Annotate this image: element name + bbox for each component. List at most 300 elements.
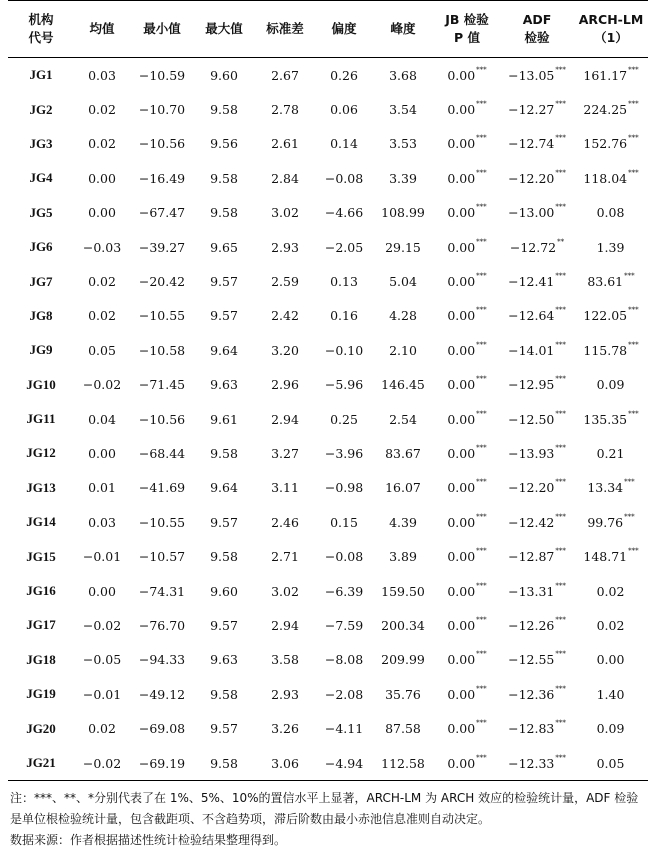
cell-min: −10.56 [138, 136, 186, 152]
cell-institution-code: JG9 [29, 342, 53, 358]
cell-skewness: −2.08 [324, 686, 364, 702]
significance-marker: *** [555, 753, 566, 762]
cell-arch-lm: 1.39 [596, 239, 625, 255]
cell-max: 9.58 [210, 549, 238, 565]
table-row [8, 539, 648, 573]
cell-arch-lm: 0.05 [596, 755, 625, 771]
significance-marker: *** [476, 478, 487, 487]
significance-marker: *** [555, 272, 566, 281]
cell-arch-lm: 0.21 [596, 445, 625, 461]
cell-institution-code: JG10 [26, 376, 56, 392]
cell-mean: 0.02 [88, 102, 116, 118]
cell-adf: −12.55*** [508, 650, 566, 668]
cell-adf: −12.74*** [508, 134, 566, 152]
cell-arch-lm: 122.05*** [583, 306, 639, 324]
header-adf-test: ADF 检验 [522, 12, 552, 45]
table-row [8, 746, 648, 781]
cell-skewness: 0.13 [330, 274, 358, 290]
cell-adf: −12.33*** [508, 753, 566, 771]
cell-jb-pvalue: 0.00*** [447, 753, 487, 771]
cell-kurtosis: 5.04 [389, 274, 417, 290]
cell-skewness: −0.98 [324, 480, 364, 496]
cell-jb-pvalue: 0.00*** [447, 615, 487, 633]
table-row [8, 92, 648, 126]
cell-std-dev: 3.11 [271, 480, 299, 496]
cell-max: 9.63 [210, 652, 238, 668]
cell-skewness: 0.15 [330, 514, 358, 530]
cell-min: −71.45 [138, 377, 186, 393]
significance-marker: *** [628, 547, 639, 556]
cell-mean: 0.04 [88, 411, 116, 427]
cell-mean: −0.01 [82, 686, 122, 702]
cell-std-dev: 2.61 [271, 136, 299, 152]
header-min: 最小值 [143, 21, 181, 36]
cell-jb-pvalue: 0.00*** [447, 512, 487, 530]
cell-std-dev: 3.06 [271, 755, 299, 771]
statistics-table-section [8, 0, 648, 851]
cell-kurtosis: 2.10 [389, 342, 417, 358]
cell-institution-code: JG20 [26, 720, 56, 736]
cell-max: 9.63 [210, 377, 238, 393]
significance-marker: *** [476, 684, 487, 693]
table-row [8, 471, 648, 505]
cell-max: 9.58 [210, 205, 238, 221]
cell-mean: 0.03 [88, 514, 116, 530]
significance-marker: *** [628, 306, 639, 315]
cell-skewness: −4.66 [324, 205, 364, 221]
cell-arch-lm: 0.09 [596, 377, 625, 393]
cell-adf: −13.31*** [508, 581, 566, 599]
cell-min: −10.57 [138, 549, 186, 565]
cell-jb-pvalue: 0.00*** [447, 443, 487, 461]
header-std-dev: 标准差 [266, 21, 304, 36]
cell-skewness: −3.96 [324, 445, 364, 461]
cell-adf: −13.05*** [508, 65, 566, 83]
cell-institution-code: JG3 [29, 135, 53, 151]
significance-marker: *** [628, 409, 639, 418]
table-row [8, 436, 648, 470]
significance-marker: *** [628, 65, 639, 74]
cell-min: −69.19 [138, 755, 186, 771]
header-arch-lm: ARCH-LM （1） [578, 12, 644, 45]
cell-institution-code: JG5 [29, 204, 53, 220]
table-row [8, 677, 648, 711]
cell-kurtosis: 3.68 [389, 67, 417, 83]
cell-max: 9.57 [210, 514, 238, 530]
cell-jb-pvalue: 0.00*** [447, 719, 487, 737]
significance-marker: *** [476, 237, 487, 246]
significance-marker: *** [555, 615, 566, 624]
descriptive-statistics-table [8, 0, 648, 781]
cell-min: −16.49 [138, 170, 186, 186]
cell-kurtosis: 209.99 [381, 652, 425, 668]
cell-adf: −12.36*** [508, 684, 566, 702]
table-body [8, 58, 648, 781]
cell-adf: −12.83*** [508, 719, 566, 737]
cell-arch-lm: 152.76*** [583, 134, 639, 152]
cell-skewness: −0.08 [324, 170, 364, 186]
cell-max: 9.58 [210, 445, 238, 461]
significance-marker: *** [476, 100, 487, 109]
cell-adf: −13.93*** [508, 443, 566, 461]
cell-skewness: −7.59 [324, 617, 364, 633]
cell-adf: −12.42*** [508, 512, 566, 530]
cell-arch-lm: 224.25*** [583, 100, 639, 118]
cell-jb-pvalue: 0.00*** [447, 409, 487, 427]
significance-marker: *** [555, 684, 566, 693]
cell-max: 9.58 [210, 686, 238, 702]
cell-max: 9.64 [210, 342, 238, 358]
cell-mean: 0.01 [88, 480, 116, 496]
cell-adf: −12.50*** [508, 409, 566, 427]
cell-std-dev: 2.59 [271, 274, 299, 290]
cell-arch-lm: 161.17*** [583, 65, 639, 83]
significance-marker: *** [555, 581, 566, 590]
cell-mean: 0.00 [88, 205, 116, 221]
significance-marker: *** [476, 340, 487, 349]
significance-marker: *** [476, 719, 487, 728]
cell-institution-code: JG12 [26, 445, 56, 461]
cell-mean: 0.00 [88, 445, 116, 461]
cell-kurtosis: 3.54 [389, 102, 417, 118]
significance-marker: *** [555, 409, 566, 418]
cell-institution-code: JG16 [26, 583, 56, 599]
cell-jb-pvalue: 0.00*** [447, 375, 487, 393]
cell-min: −10.59 [138, 67, 186, 83]
table-row [8, 402, 648, 436]
significance-marker: *** [555, 512, 566, 521]
cell-std-dev: 3.02 [271, 583, 299, 599]
cell-max: 9.56 [210, 136, 238, 152]
cell-kurtosis: 4.39 [389, 514, 417, 530]
cell-arch-lm: 148.71*** [583, 547, 639, 565]
cell-kurtosis: 29.15 [385, 239, 421, 255]
cell-min: −94.33 [138, 652, 186, 668]
table-row [8, 574, 648, 608]
significance-marker: *** [476, 650, 487, 659]
cell-kurtosis: 146.45 [381, 377, 425, 393]
significance-marker: *** [555, 340, 566, 349]
cell-adf: −12.20*** [508, 478, 566, 496]
significance-marker: *** [624, 512, 635, 521]
cell-mean: 0.05 [88, 342, 116, 358]
cell-min: −68.44 [138, 445, 186, 461]
table-row [8, 196, 648, 230]
cell-std-dev: 2.94 [271, 411, 299, 427]
cell-kurtosis: 108.99 [381, 205, 425, 221]
significance-marker: *** [555, 65, 566, 74]
significance-marker: *** [555, 375, 566, 384]
cell-max: 9.61 [210, 411, 238, 427]
cell-std-dev: 3.27 [271, 445, 299, 461]
cell-mean: −0.02 [82, 617, 122, 633]
cell-skewness: −8.08 [324, 652, 364, 668]
cell-adf: −12.27*** [508, 100, 566, 118]
header-skewness: 偏度 [331, 21, 357, 36]
cell-skewness: 0.14 [330, 136, 358, 152]
significance-marker: *** [476, 512, 487, 521]
cell-adf: −12.41*** [508, 272, 566, 290]
cell-institution-code: JG21 [26, 755, 56, 770]
cell-arch-lm: 118.04*** [583, 168, 639, 186]
cell-kurtosis: 159.50 [381, 583, 425, 599]
cell-max: 9.57 [210, 617, 238, 633]
cell-jb-pvalue: 0.00*** [447, 100, 487, 118]
table-row [8, 161, 648, 195]
cell-kurtosis: 112.58 [381, 755, 425, 771]
significance-marker: *** [476, 753, 487, 762]
cell-mean: 0.02 [88, 308, 116, 324]
cell-institution-code: JG18 [26, 651, 56, 667]
significance-marker: *** [476, 65, 487, 74]
significance-marker: *** [555, 443, 566, 452]
cell-std-dev: 2.93 [271, 686, 299, 702]
cell-adf: −14.01*** [508, 340, 566, 358]
cell-jb-pvalue: 0.00*** [447, 547, 487, 565]
header-kurtosis: 峰度 [390, 21, 416, 36]
cell-adf: −12.64*** [508, 306, 566, 324]
significance-marker: *** [476, 547, 487, 556]
cell-skewness: −4.94 [324, 755, 364, 771]
cell-std-dev: 3.02 [271, 205, 299, 221]
table-header-row [8, 1, 648, 58]
table-row [8, 643, 648, 677]
cell-kurtosis: 3.39 [389, 170, 417, 186]
cell-min: −20.42 [138, 274, 186, 290]
cell-institution-code: JG15 [26, 548, 56, 564]
cell-jb-pvalue: 0.00*** [447, 684, 487, 702]
cell-min: −10.70 [138, 102, 186, 118]
cell-arch-lm: 0.08 [596, 205, 625, 221]
significance-marker: *** [476, 306, 487, 315]
cell-max: 9.57 [210, 721, 238, 737]
cell-std-dev: 2.67 [271, 67, 299, 83]
cell-min: −69.08 [138, 721, 186, 737]
cell-arch-lm: 115.78*** [583, 340, 639, 358]
significance-marker: *** [628, 340, 639, 349]
cell-min: −10.58 [138, 342, 186, 358]
cell-max: 9.60 [210, 583, 238, 599]
cell-arch-lm: 0.02 [596, 583, 625, 599]
significance-marker: *** [476, 168, 487, 177]
cell-mean: −0.02 [82, 377, 122, 393]
cell-institution-code: JG11 [26, 411, 56, 427]
cell-min: −10.55 [138, 308, 186, 324]
cell-institution-code: JG19 [26, 686, 56, 702]
cell-skewness: −6.39 [324, 583, 364, 599]
cell-arch-lm: 99.76*** [587, 512, 635, 530]
header-mean: 均值 [89, 21, 115, 36]
cell-arch-lm: 13.34*** [587, 478, 635, 496]
cell-max: 9.58 [210, 755, 238, 771]
cell-adf: −12.26*** [508, 615, 566, 633]
cell-std-dev: 3.26 [271, 721, 299, 737]
significance-marker: *** [628, 168, 639, 177]
table-row [8, 368, 648, 402]
cell-std-dev: 2.71 [271, 549, 299, 565]
significance-marker: *** [624, 478, 635, 487]
cell-min: −10.55 [138, 514, 186, 530]
cell-min: −76.70 [138, 617, 186, 633]
significance-marker: *** [555, 134, 566, 143]
cell-mean: 0.00 [88, 170, 116, 186]
cell-institution-code: JG7 [29, 273, 53, 289]
cell-mean: 0.02 [88, 136, 116, 152]
significance-marker: *** [476, 409, 487, 418]
table-row [8, 711, 648, 745]
significance-marker: *** [624, 272, 635, 281]
cell-min: −67.47 [138, 205, 186, 221]
cell-min: −41.69 [138, 480, 186, 496]
table-row [8, 58, 648, 93]
significance-marker: *** [555, 547, 566, 556]
cell-min: −74.31 [138, 583, 186, 599]
significance-marker: ** [557, 237, 565, 246]
cell-jb-pvalue: 0.00*** [447, 272, 487, 290]
cell-std-dev: 2.96 [271, 377, 299, 393]
cell-skewness: −0.10 [324, 342, 364, 358]
cell-kurtosis: 35.76 [385, 686, 421, 702]
cell-mean: 0.03 [88, 67, 116, 83]
cell-institution-code: JG2 [29, 101, 53, 117]
cell-min: −49.12 [138, 686, 186, 702]
cell-jb-pvalue: 0.00*** [447, 203, 487, 221]
table-notes [8, 788, 648, 851]
cell-mean: 0.02 [88, 721, 116, 737]
cell-skewness: 0.16 [330, 308, 358, 324]
cell-max: 9.60 [210, 67, 238, 83]
header-max: 最大值 [205, 21, 243, 36]
cell-adf: −13.00*** [508, 203, 566, 221]
cell-kurtosis: 200.34 [381, 617, 425, 633]
cell-skewness: 0.25 [330, 411, 358, 427]
significance-marker: *** [476, 615, 487, 624]
significance-marker: *** [476, 134, 487, 143]
cell-arch-lm: 135.35*** [583, 409, 639, 427]
significance-marker: *** [476, 581, 487, 590]
table-row [8, 299, 648, 333]
table-row [8, 505, 648, 539]
cell-std-dev: 2.94 [271, 617, 299, 633]
cell-institution-code: JG17 [26, 617, 56, 633]
cell-jb-pvalue: 0.00*** [447, 581, 487, 599]
cell-std-dev: 2.42 [271, 308, 299, 324]
cell-mean: 0.00 [88, 583, 116, 599]
cell-mean: −0.02 [82, 755, 122, 771]
cell-skewness: −2.05 [324, 239, 364, 255]
cell-max: 9.57 [210, 308, 238, 324]
cell-mean: −0.05 [82, 652, 122, 668]
cell-jb-pvalue: 0.00*** [447, 134, 487, 152]
cell-mean: −0.03 [82, 239, 122, 255]
cell-jb-pvalue: 0.00*** [447, 340, 487, 358]
table-row [8, 230, 648, 264]
cell-max: 9.57 [210, 274, 238, 290]
table-row [8, 127, 648, 161]
cell-adf: −12.95*** [508, 375, 566, 393]
significance-marker: *** [555, 203, 566, 212]
significance-marker: *** [476, 203, 487, 212]
cell-jb-pvalue: 0.00*** [447, 306, 487, 324]
cell-jb-pvalue: 0.00*** [447, 237, 487, 255]
cell-std-dev: 2.93 [271, 239, 299, 255]
cell-skewness: −0.08 [324, 549, 364, 565]
cell-max: 9.65 [210, 239, 238, 255]
cell-mean: −0.01 [82, 549, 122, 565]
cell-arch-lm: 0.02 [596, 617, 625, 633]
cell-arch-lm: 1.40 [596, 686, 625, 702]
significance-marker: *** [628, 100, 639, 109]
cell-max: 9.58 [210, 102, 238, 118]
significance-marker: *** [555, 650, 566, 659]
significance-marker: *** [555, 168, 566, 177]
significance-marker: *** [555, 306, 566, 315]
significance-marker: *** [476, 375, 487, 384]
cell-min: −39.27 [138, 239, 186, 255]
significance-note: 注：***、**、*分别代表了在 1%、5%、10%的置信水平上显著，ARCH-LM 为 ARCH 效应的检验统计量，ADF 检验是单位根检验统计量，包含截距项、不含趋势项，滞后阶数由最小赤池信息准则自动决定。 [10, 791, 639, 827]
significance-marker: *** [555, 478, 566, 487]
cell-adf: −12.72** [509, 237, 565, 255]
data-source-note: 数据来源：作者根据描述性统计检验结果整理得到。 [10, 833, 287, 848]
cell-skewness: 0.06 [330, 102, 358, 118]
cell-jb-pvalue: 0.00*** [447, 650, 487, 668]
table-row [8, 264, 648, 298]
cell-std-dev: 2.78 [271, 102, 299, 118]
cell-jb-pvalue: 0.00*** [447, 168, 487, 186]
cell-kurtosis: 4.28 [389, 308, 417, 324]
cell-skewness: 0.26 [330, 67, 358, 83]
cell-adf: −12.87*** [508, 547, 566, 565]
cell-institution-code: JG1 [29, 67, 53, 83]
cell-institution-code: JG8 [29, 307, 53, 323]
cell-std-dev: 2.46 [271, 514, 299, 530]
significance-marker: *** [628, 134, 639, 143]
cell-kurtosis: 3.53 [389, 136, 417, 152]
header-institution-code: 机构 代号 [28, 12, 54, 45]
cell-jb-pvalue: 0.00*** [447, 478, 487, 496]
cell-skewness: −4.11 [324, 721, 364, 737]
cell-arch-lm: 83.61*** [587, 272, 635, 290]
cell-mean: 0.02 [88, 274, 116, 290]
cell-kurtosis: 2.54 [389, 411, 417, 427]
header-jb-pvalue: JB 检验 P 值 [445, 12, 489, 45]
cell-max: 9.64 [210, 480, 238, 496]
cell-arch-lm: 0.09 [596, 721, 625, 737]
cell-institution-code: JG6 [29, 239, 53, 255]
table-row [8, 608, 648, 642]
significance-marker: *** [555, 100, 566, 109]
cell-max: 9.58 [210, 170, 238, 186]
table-row [8, 333, 648, 367]
significance-marker: *** [476, 443, 487, 452]
cell-institution-code: JG4 [29, 170, 53, 186]
cell-adf: −12.20*** [508, 168, 566, 186]
significance-marker: *** [555, 719, 566, 728]
cell-institution-code: JG14 [26, 514, 56, 530]
cell-kurtosis: 87.58 [385, 721, 421, 737]
cell-std-dev: 3.20 [271, 342, 299, 358]
cell-jb-pvalue: 0.00*** [447, 65, 487, 83]
cell-min: −10.56 [138, 411, 186, 427]
significance-marker: *** [476, 272, 487, 281]
cell-kurtosis: 83.67 [385, 445, 421, 461]
cell-kurtosis: 16.07 [385, 480, 421, 496]
cell-arch-lm: 0.00 [596, 652, 625, 668]
cell-kurtosis: 3.89 [389, 549, 417, 565]
cell-institution-code: JG13 [26, 479, 56, 495]
cell-std-dev: 3.58 [271, 652, 299, 668]
cell-std-dev: 2.84 [271, 170, 299, 186]
